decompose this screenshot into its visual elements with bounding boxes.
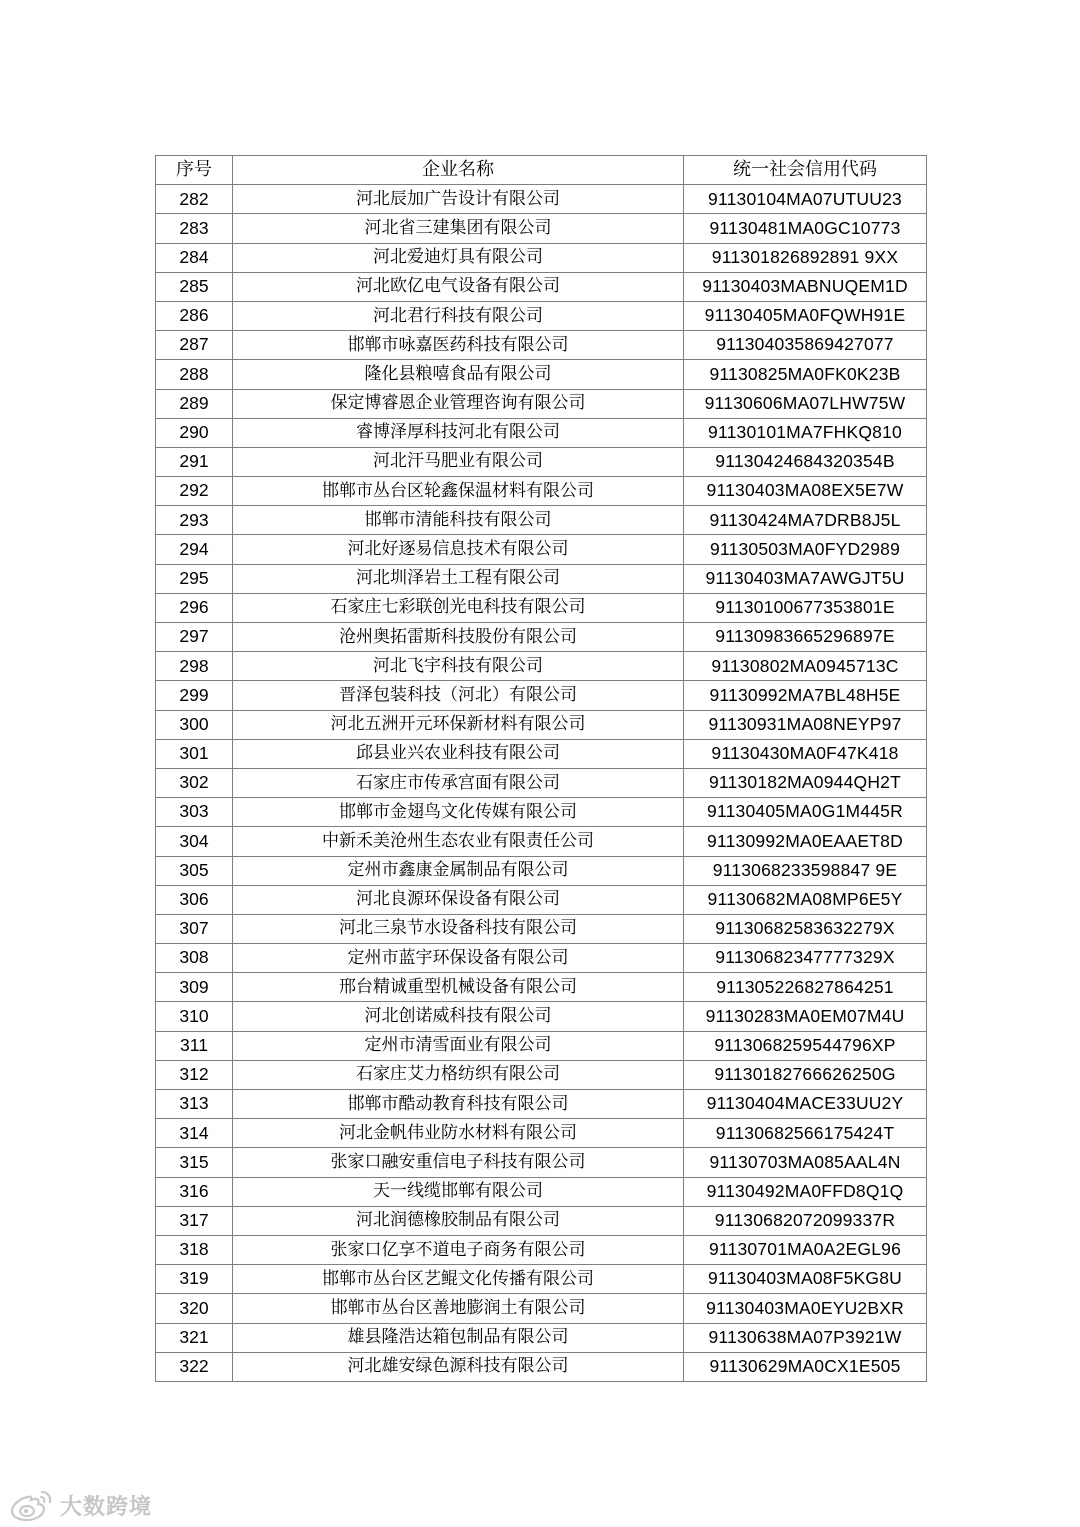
cell-seq: 302 — [156, 768, 233, 797]
cell-code: 91130682566175424T — [684, 1119, 927, 1148]
header-seq: 序号 — [156, 156, 233, 185]
cell-seq: 304 — [156, 827, 233, 856]
header-name: 企业名称 — [233, 156, 684, 185]
cell-code: 91130638MA07P3921W — [684, 1323, 927, 1352]
cell-name: 雄县隆浩达箱包制品有限公司 — [233, 1323, 684, 1352]
cell-name: 河北飞宇科技有限公司 — [233, 652, 684, 681]
cell-code: 91130481MA0GC10773 — [684, 214, 927, 243]
cell-seq: 322 — [156, 1352, 233, 1381]
cell-code: 91130931MA08NEYP97 — [684, 710, 927, 739]
enterprise-table — [155, 155, 927, 1382]
cell-seq: 316 — [156, 1177, 233, 1206]
table-row — [156, 360, 927, 389]
cell-name: 保定博睿恩企业管理咨询有限公司 — [233, 389, 684, 418]
cell-seq: 297 — [156, 623, 233, 652]
cell-name: 张家口融安重信电子科技有限公司 — [233, 1148, 684, 1177]
cell-code: 91130802MA0945713C — [684, 652, 927, 681]
table-row — [156, 1206, 927, 1235]
cell-name: 中新禾美沧州生态农业有限责任公司 — [233, 827, 684, 856]
table-row — [156, 564, 927, 593]
cell-code: 9113068233598847 9E — [684, 856, 927, 885]
header-row — [156, 156, 927, 185]
cell-name: 邯郸市丛台区轮鑫保温材料有限公司 — [233, 477, 684, 506]
table-row — [156, 827, 927, 856]
table-row — [156, 739, 927, 768]
cell-seq: 290 — [156, 418, 233, 447]
cell-name: 天一线缆邯郸有限公司 — [233, 1177, 684, 1206]
table-row — [156, 301, 927, 330]
cell-name: 河北创诺威科技有限公司 — [233, 1002, 684, 1031]
cell-seq: 300 — [156, 710, 233, 739]
cell-seq: 294 — [156, 535, 233, 564]
cell-name: 河北良源环保设备有限公司 — [233, 885, 684, 914]
cell-name: 河北爱迪灯具有限公司 — [233, 243, 684, 272]
table-row — [156, 272, 927, 301]
cell-seq: 306 — [156, 885, 233, 914]
cell-seq: 307 — [156, 914, 233, 943]
cell-code: 91130430MA0F47K418 — [684, 739, 927, 768]
table-row — [156, 1148, 927, 1177]
cell-name: 石家庄市传承宫面有限公司 — [233, 768, 684, 797]
cell-name: 河北君行科技有限公司 — [233, 301, 684, 330]
cell-name: 河北省三建集团有限公司 — [233, 214, 684, 243]
cell-code: 9113068259544796XP — [684, 1031, 927, 1060]
table-row — [156, 389, 927, 418]
table-row — [156, 1090, 927, 1119]
cell-code: 91130629MA0CX1E505 — [684, 1352, 927, 1381]
table-row — [156, 856, 927, 885]
table-row — [156, 477, 927, 506]
table-header — [156, 156, 927, 185]
cell-name: 睿博泽厚科技河北有限公司 — [233, 418, 684, 447]
cell-name: 河北金帆伟业防水材料有限公司 — [233, 1119, 684, 1148]
table-row — [156, 506, 927, 535]
cell-code: 91130992MA7BL48H5E — [684, 681, 927, 710]
table-row — [156, 447, 927, 476]
table-row — [156, 973, 927, 1002]
cell-code: 91130492MA0FFD8Q1Q — [684, 1177, 927, 1206]
cell-code: 91130100677353801E — [684, 593, 927, 622]
cell-seq: 318 — [156, 1235, 233, 1264]
table-row — [156, 652, 927, 681]
cell-seq: 311 — [156, 1031, 233, 1060]
cell-seq: 287 — [156, 331, 233, 360]
cell-seq: 301 — [156, 739, 233, 768]
table-row — [156, 1002, 927, 1031]
table-row — [156, 1119, 927, 1148]
cell-name: 张家口亿享不道电子商务有限公司 — [233, 1235, 684, 1264]
cell-name: 石家庄艾力格纺织有限公司 — [233, 1060, 684, 1089]
cell-code: 91130992MA0EAAET8D — [684, 827, 927, 856]
table-row — [156, 214, 927, 243]
cell-name: 晋泽包装科技（河北）有限公司 — [233, 681, 684, 710]
cell-name: 河北润德橡胶制品有限公司 — [233, 1206, 684, 1235]
cell-name: 定州市清雪面业有限公司 — [233, 1031, 684, 1060]
cell-code: 91130101MA7FHKQ810 — [684, 418, 927, 447]
cell-seq: 313 — [156, 1090, 233, 1119]
cell-name: 河北好逐易信息技术有限公司 — [233, 535, 684, 564]
cell-code: 91130182766626250G — [684, 1060, 927, 1089]
cell-code: 91130403MA7AWGJT5U — [684, 564, 927, 593]
cell-seq: 319 — [156, 1265, 233, 1294]
cell-code: 91130682MA08MP6E5Y — [684, 885, 927, 914]
table-row — [156, 1265, 927, 1294]
cell-code: 91130405MA0G1M445R — [684, 798, 927, 827]
cell-name: 河北圳泽岩土工程有限公司 — [233, 564, 684, 593]
cell-name: 邯郸市酷动教育科技有限公司 — [233, 1090, 684, 1119]
table-row — [156, 1294, 927, 1323]
cell-name: 邯郸市咏嘉医药科技有限公司 — [233, 331, 684, 360]
cell-name: 河北五洲开元环保新材料有限公司 — [233, 710, 684, 739]
weibo-logo-icon — [8, 1488, 56, 1522]
cell-name: 定州市鑫康金属制品有限公司 — [233, 856, 684, 885]
table-row — [156, 331, 927, 360]
cell-code: 91130825MA0FK0K23B — [684, 360, 927, 389]
table-row — [156, 944, 927, 973]
cell-seq: 315 — [156, 1148, 233, 1177]
cell-seq: 299 — [156, 681, 233, 710]
table-row — [156, 1177, 927, 1206]
table-row — [156, 1323, 927, 1352]
table-body — [156, 185, 927, 1382]
cell-code: 91130606MA07LHW75W — [684, 389, 927, 418]
cell-seq: 298 — [156, 652, 233, 681]
cell-code: 91130983665296897E — [684, 623, 927, 652]
cell-seq: 310 — [156, 1002, 233, 1031]
cell-name: 河北汗马肥业有限公司 — [233, 447, 684, 476]
table-row — [156, 1031, 927, 1060]
cell-code: 91130405MA0FQWH91E — [684, 301, 927, 330]
cell-seq: 312 — [156, 1060, 233, 1089]
table-row — [156, 681, 927, 710]
table-row — [156, 1060, 927, 1089]
cell-name: 邯郸市丛台区善地膨润土有限公司 — [233, 1294, 684, 1323]
cell-code: 911305226827864251 — [684, 973, 927, 1002]
table-row — [156, 885, 927, 914]
cell-seq: 288 — [156, 360, 233, 389]
cell-seq: 286 — [156, 301, 233, 330]
table-row — [156, 185, 927, 214]
cell-code: 91130404MACE33UU2Y — [684, 1090, 927, 1119]
cell-name: 河北欧亿电气设备有限公司 — [233, 272, 684, 301]
cell-name: 沧州奥拓雷斯科技股份有限公司 — [233, 623, 684, 652]
cell-code: 91130503MA0FYD2989 — [684, 535, 927, 564]
cell-seq: 321 — [156, 1323, 233, 1352]
cell-code: 91130703MA085AAL4N — [684, 1148, 927, 1177]
cell-seq: 296 — [156, 593, 233, 622]
cell-code: 911304035869427077 — [684, 331, 927, 360]
cell-seq: 283 — [156, 214, 233, 243]
watermark — [8, 1488, 152, 1522]
table-row — [156, 243, 927, 272]
cell-seq: 320 — [156, 1294, 233, 1323]
cell-seq: 305 — [156, 856, 233, 885]
table-row — [156, 1352, 927, 1381]
cell-code: 91130682072099337R — [684, 1206, 927, 1235]
cell-name: 河北雄安绿色源科技有限公司 — [233, 1352, 684, 1381]
cell-code: 91130682347777329X — [684, 944, 927, 973]
cell-seq: 295 — [156, 564, 233, 593]
cell-name: 河北三泉节水设备科技有限公司 — [233, 914, 684, 943]
cell-code: 91130403MABNUQEM1D — [684, 272, 927, 301]
cell-name: 邢台精诚重型机械设备有限公司 — [233, 973, 684, 1002]
table-row — [156, 914, 927, 943]
cell-name: 邯郸市金翅鸟文化传媒有限公司 — [233, 798, 684, 827]
cell-code: 91130682583632279X — [684, 914, 927, 943]
cell-code: 91130182MA0944QH2T — [684, 768, 927, 797]
cell-seq: 289 — [156, 389, 233, 418]
header-code: 统一社会信用代码 — [684, 156, 927, 185]
table-row — [156, 768, 927, 797]
cell-code: 91130424MA7DRB8J5L — [684, 506, 927, 535]
cell-code: 91130403MA08F5KG8U — [684, 1265, 927, 1294]
table-row — [156, 1235, 927, 1264]
cell-name: 隆化县粮嘻食品有限公司 — [233, 360, 684, 389]
cell-name: 河北辰加广告设计有限公司 — [233, 185, 684, 214]
cell-code: 91130403MA08EX5E7W — [684, 477, 927, 506]
table-row — [156, 418, 927, 447]
cell-seq: 291 — [156, 447, 233, 476]
cell-seq: 314 — [156, 1119, 233, 1148]
cell-name: 邱县业兴农业科技有限公司 — [233, 739, 684, 768]
cell-seq: 282 — [156, 185, 233, 214]
cell-code: 91130283MA0EM07M4U — [684, 1002, 927, 1031]
cell-seq: 308 — [156, 944, 233, 973]
cell-seq: 309 — [156, 973, 233, 1002]
table-row — [156, 710, 927, 739]
cell-seq: 303 — [156, 798, 233, 827]
cell-name: 石家庄七彩联创光电科技有限公司 — [233, 593, 684, 622]
cell-code: 91130403MA0EYU2BXR — [684, 1294, 927, 1323]
cell-name: 定州市蓝宇环保设备有限公司 — [233, 944, 684, 973]
table-row — [156, 593, 927, 622]
cell-seq: 285 — [156, 272, 233, 301]
table-row — [156, 798, 927, 827]
cell-name: 邯郸市丛台区艺鲲文化传播有限公司 — [233, 1265, 684, 1294]
cell-code: 911301826892891 9XX — [684, 243, 927, 272]
cell-seq: 284 — [156, 243, 233, 272]
cell-name: 邯郸市清能科技有限公司 — [233, 506, 684, 535]
cell-seq: 317 — [156, 1206, 233, 1235]
cell-seq: 292 — [156, 477, 233, 506]
cell-seq: 293 — [156, 506, 233, 535]
cell-code: 91130424684320354B — [684, 447, 927, 476]
table-row — [156, 535, 927, 564]
watermark-text: 大数跨境 — [60, 1494, 153, 1520]
cell-code: 91130701MA0A2EGL96 — [684, 1235, 927, 1264]
table-row — [156, 623, 927, 652]
cell-code: 91130104MA07UTUU23 — [684, 185, 927, 214]
